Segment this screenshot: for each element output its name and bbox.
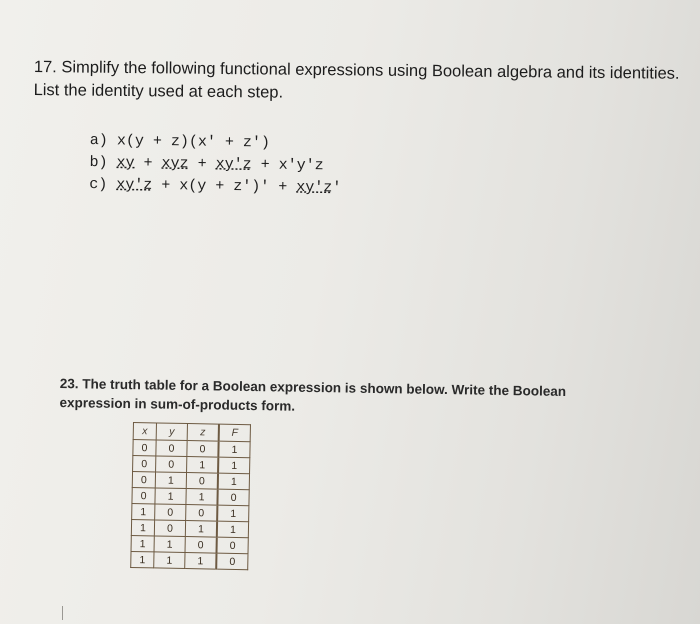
truth-table-cell: 0 bbox=[154, 520, 185, 537]
truth-table-body bbox=[131, 440, 250, 570]
expression-label: c) bbox=[89, 175, 108, 194]
truth-table-header-cell: y bbox=[156, 423, 187, 441]
problem-23-instruction: expression in sum-of-products form. bbox=[59, 394, 296, 414]
truth-table-cell: 1 bbox=[217, 521, 249, 538]
truth-table-cell: 1 bbox=[155, 488, 186, 505]
expression-term: + x(y + z')' + bbox=[152, 176, 297, 196]
expression-term: + bbox=[188, 155, 216, 173]
truth-table-header-cell: F bbox=[219, 424, 251, 442]
truth-table-cell: 1 bbox=[155, 472, 186, 489]
truth-table-header-cell: x bbox=[133, 423, 156, 440]
truth-table-cell: 0 bbox=[133, 440, 156, 456]
expression-term: + x'y'z bbox=[251, 156, 324, 175]
expression-term: x(y + z)(x' + z') bbox=[116, 132, 271, 152]
truth-table-cell: 1 bbox=[186, 489, 218, 506]
problem-17-instruction: List the identity used at each step. bbox=[33, 80, 284, 102]
truth-table-header-cell: z bbox=[187, 424, 219, 442]
expression-list bbox=[89, 130, 342, 200]
truth-table-cell: 1 bbox=[187, 457, 219, 474]
problem-17-statement: 17. Simplify the following functional expressions using Boolean algebra and its identities. bbox=[33, 57, 680, 83]
margin-mark bbox=[62, 606, 63, 620]
truth-table-cell: 0 bbox=[133, 456, 156, 472]
marked-term: xy'z bbox=[296, 178, 333, 197]
expression-row bbox=[89, 174, 341, 200]
truth-table-row bbox=[131, 551, 248, 569]
truth-table-cell: 1 bbox=[131, 519, 154, 535]
truth-table bbox=[130, 422, 251, 570]
truth-table-cell: 1 bbox=[131, 535, 154, 551]
marked-term: xy'z bbox=[116, 176, 153, 194]
marked-term: xy'z bbox=[215, 155, 252, 174]
truth-table-cell: 1 bbox=[217, 505, 249, 522]
truth-table-cell: 1 bbox=[185, 553, 217, 570]
truth-table-cell: 1 bbox=[154, 536, 185, 553]
truth-table-container bbox=[130, 422, 251, 570]
truth-table-cell: 0 bbox=[185, 537, 217, 554]
expression-term: ' bbox=[332, 179, 342, 197]
truth-table-cell: 1 bbox=[132, 503, 155, 519]
marked-term: xy bbox=[116, 154, 135, 172]
truth-table-cell: 0 bbox=[216, 537, 248, 554]
truth-table-cell: 0 bbox=[187, 441, 219, 458]
truth-table-cell: 1 bbox=[185, 521, 217, 538]
expression-label: b) bbox=[89, 153, 108, 172]
truth-table-cell: 0 bbox=[132, 472, 155, 488]
truth-table-cell: 0 bbox=[216, 553, 248, 570]
truth-table-cell: 1 bbox=[218, 457, 250, 474]
truth-table-cell: 0 bbox=[155, 504, 186, 521]
truth-table-cell: 0 bbox=[156, 440, 187, 457]
expression-term: + bbox=[134, 154, 162, 173]
truth-table-cell: 0 bbox=[217, 489, 249, 506]
truth-table-cell: 1 bbox=[218, 473, 250, 490]
truth-table-cell: 0 bbox=[156, 456, 187, 473]
problem-17 bbox=[34, 56, 694, 109]
problem-23-statement: 23. The truth table for a Boolean expression is shown below. Write the Boolean bbox=[59, 375, 567, 399]
truth-table-cell: 0 bbox=[186, 473, 218, 490]
expression-label: a) bbox=[89, 131, 108, 150]
truth-table-cell: 1 bbox=[218, 441, 250, 458]
problem-23 bbox=[59, 374, 620, 421]
truth-table-cell: 1 bbox=[154, 552, 185, 569]
truth-table-cell: 1 bbox=[131, 551, 154, 567]
truth-table-cell: 0 bbox=[186, 505, 218, 522]
marked-term: xyz bbox=[161, 155, 189, 173]
truth-table-cell: 0 bbox=[132, 487, 155, 503]
